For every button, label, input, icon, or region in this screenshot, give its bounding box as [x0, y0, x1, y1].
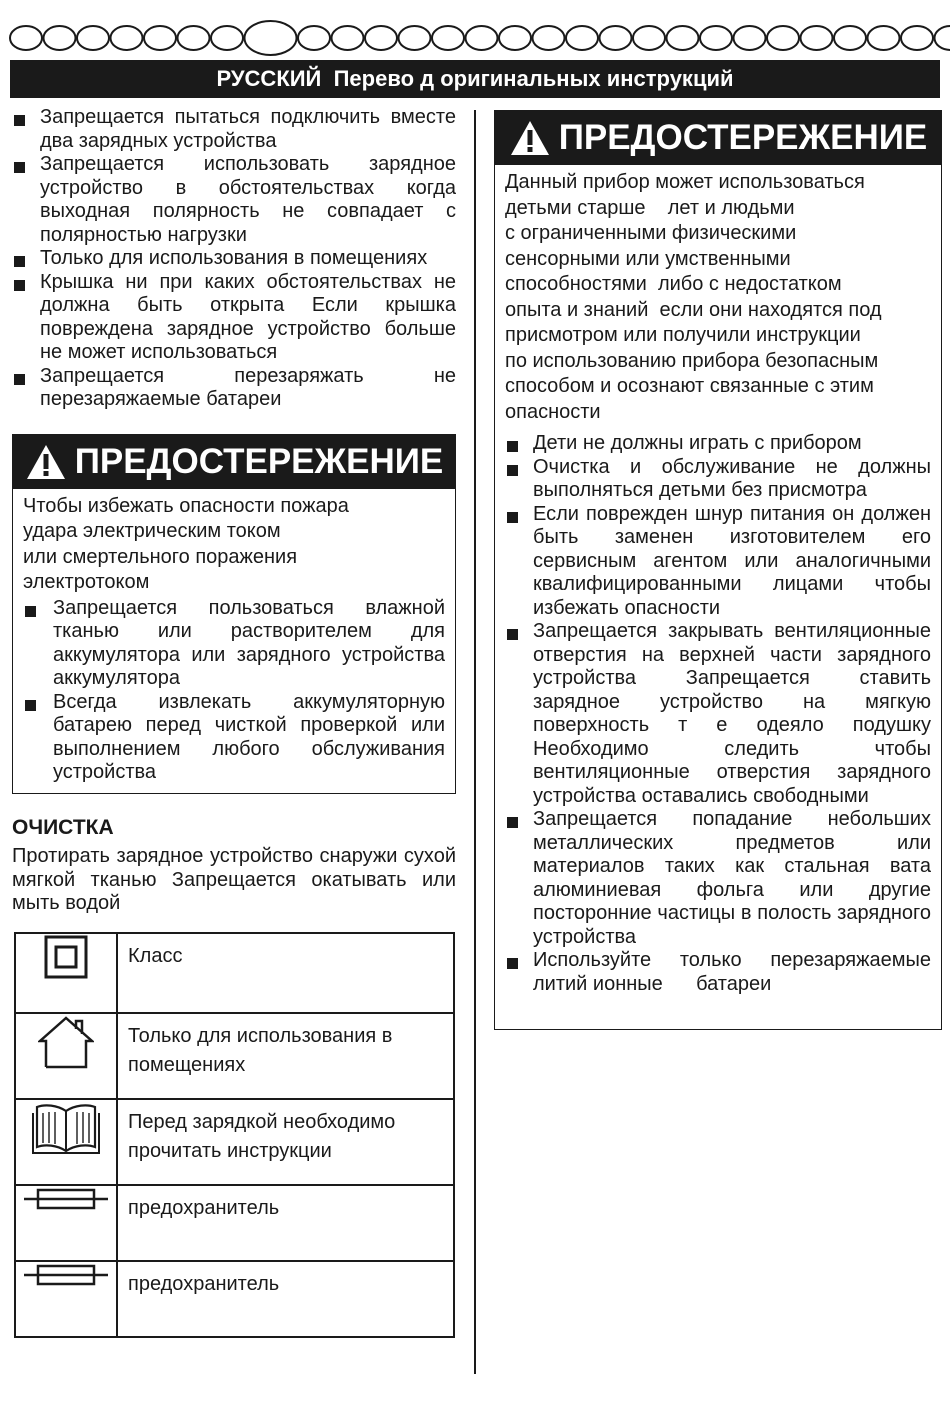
right-column	[494, 110, 942, 1030]
banner-title: Перево д оригинальных инструкций	[333, 66, 734, 91]
page-tab-oval	[77, 26, 109, 50]
warning-title: ПРЕДОСТЕРЕЖЕНИЕ	[558, 118, 928, 158]
symbol-cell	[15, 1099, 117, 1185]
page-tab-oval	[332, 26, 364, 50]
page-tab-oval	[466, 26, 498, 50]
symbol-label: предохранитель	[117, 1261, 454, 1337]
list-item: Запрещается попадание небольших металлических предметов или материалов таких как стальная вата алюминиевая фольга или другие посторонние частицы в полость зарядного устройства	[505, 808, 931, 949]
warning-box-left	[12, 434, 456, 794]
warning-bullet-list	[23, 597, 445, 785]
page-tab-oval	[144, 26, 176, 50]
class-ii-icon	[44, 935, 88, 979]
warning-intro-line: опыта и знаний если они находятся под	[505, 298, 882, 321]
page-tab-oval	[600, 26, 632, 50]
list-item: Используйте только перезаряжаемые литий ионные батареи	[505, 949, 931, 996]
page-tab-oval	[901, 26, 933, 50]
page-tab-oval	[178, 26, 210, 50]
symbol-cell	[15, 933, 117, 1013]
page-tab-oval	[365, 26, 397, 50]
left-bullet-list	[12, 106, 456, 412]
page-tab-oval	[298, 26, 330, 50]
warning-intro-line: электротоком	[23, 571, 150, 593]
page-tab-oval	[499, 26, 531, 50]
page-tab-oval	[245, 21, 297, 55]
table-row	[15, 1185, 454, 1261]
page-tab-oval	[935, 26, 950, 50]
list-item: Если поврежден шнур питания он должен быть заменен изготовителем его сервисным агентом или аналогичными квалифицированными лицами чтобы избежать опасности	[505, 503, 931, 621]
page-tab-oval	[767, 26, 799, 50]
warning-intro-line: сенсорными или умственными	[505, 247, 791, 270]
page-tab-oval	[533, 26, 565, 50]
page-tab-oval	[868, 26, 900, 50]
list-item: Крышка ни при каких обстоятельствах не должна быть открыта Если крышка повреждена зарядное устройство больше не может использоваться	[12, 271, 456, 365]
list-item: Запрещается пользоваться влажной тканью или растворителем для аккумулятора или зарядного устройства аккумулятора	[23, 597, 445, 691]
fuse-icon	[24, 1187, 108, 1211]
table-row	[15, 1261, 454, 1337]
table-row	[15, 933, 454, 1013]
list-item: Только для использования в помещениях	[12, 247, 456, 271]
left-column	[12, 106, 456, 1338]
symbol-label: предохранитель	[117, 1185, 454, 1261]
list-item: Запрещается перезаряжать не перезаряжаемые батареи	[12, 365, 456, 412]
symbol-label: Перед зарядкой необходимо прочитать инструкции	[117, 1099, 454, 1185]
banner-language: РУССКИЙ	[216, 66, 322, 91]
page-tab-oval	[633, 26, 665, 50]
list-item: Дети не должны играть с прибором	[505, 432, 931, 456]
table-row	[15, 1099, 454, 1185]
warning-header	[13, 435, 455, 489]
symbol-cell	[15, 1013, 117, 1099]
list-item: Запрещается закрывать вентиляционные отверстия на верхней части зарядного устройства Запрещается ставить зарядное устройство на мягкую поверхность т е одеяло подушку Необходимо следить чтобы вентиляционные отверстия зарядного устройства оставались свободными	[505, 620, 931, 808]
warning-title: ПРЕДОСТЕРЕЖЕНИЕ	[74, 441, 444, 481]
symbol-cell	[15, 1261, 117, 1337]
list-item: Запрещается использовать зарядное устройство в обстоятельствах когда выходная полярность не совпадает с полярностью нагрузки	[12, 153, 456, 247]
page-tab-oval	[44, 26, 76, 50]
warning-triangle-icon	[25, 443, 67, 481]
list-item: Запрещается пытаться подключить вместе два зарядных устройства	[12, 106, 456, 153]
list-item: Очистка и обслуживание не должны выполняться детьми без присмотра	[505, 456, 931, 503]
symbols-table	[14, 932, 455, 1338]
page-tab-oval	[432, 26, 464, 50]
column-divider	[474, 110, 476, 1374]
language-banner	[10, 60, 940, 98]
warning-intro-line: или смертельного поражения	[23, 545, 298, 568]
warning-intro-line: удара электрическим током	[23, 520, 281, 542]
page-tab-oval	[111, 26, 143, 50]
page-tab-oval	[211, 26, 243, 50]
warning-intro-line: Чтобы избежать опасности пожара	[23, 494, 349, 517]
warning-bullet-list	[505, 432, 937, 996]
warning-intro-line: способностями либо с недостатком	[505, 273, 842, 295]
book-icon	[31, 1101, 101, 1155]
warning-intro-line: по использованию прибора безопасным	[505, 349, 879, 372]
page-tab-oval	[399, 26, 431, 50]
warning-box-right	[494, 110, 942, 1030]
page-tab-oval	[667, 26, 699, 50]
cleaning-text: Протирать зарядное устройство снаружи сухой мягкой тканью Запрещается окатывать или мыть водой	[12, 845, 456, 914]
warning-triangle-icon	[509, 119, 551, 157]
page-tab-oval	[834, 26, 866, 50]
warning-intro-line: с ограниченными физическими	[505, 222, 797, 244]
symbol-label: Класс	[117, 933, 454, 1013]
warning-intro-line: присмотром или получили инструкции	[505, 324, 861, 346]
fuse-icon	[24, 1263, 108, 1287]
warning-intro-line: способом и осознают связанные с этим	[505, 375, 874, 397]
warning-body	[495, 165, 941, 1004]
warning-body	[13, 489, 455, 793]
house-icon	[38, 1015, 94, 1069]
list-item: Всегда извлекать аккумуляторную батарею перед чисткой проверкой или выполнением любого обслуживания устройства	[23, 691, 445, 785]
page-tab-oval	[801, 26, 833, 50]
warning-intro-line: опасности	[505, 400, 601, 423]
page-tab-oval	[734, 26, 766, 50]
warning-intro-line: Данный прибор может использоваться	[505, 171, 865, 193]
page-tab-oval	[566, 26, 598, 50]
page-tab-oval	[700, 26, 732, 50]
warning-intro-line: детьми старше лет и людьми	[505, 196, 795, 219]
table-row	[15, 1013, 454, 1099]
page-tab-oval	[10, 26, 42, 50]
warning-header	[495, 111, 941, 165]
symbol-label: Только для использования в помещениях	[117, 1013, 454, 1099]
page-tab-ovals	[0, 18, 950, 58]
symbol-cell	[15, 1185, 117, 1261]
cleaning-heading: ОЧИСТКА	[12, 815, 114, 839]
